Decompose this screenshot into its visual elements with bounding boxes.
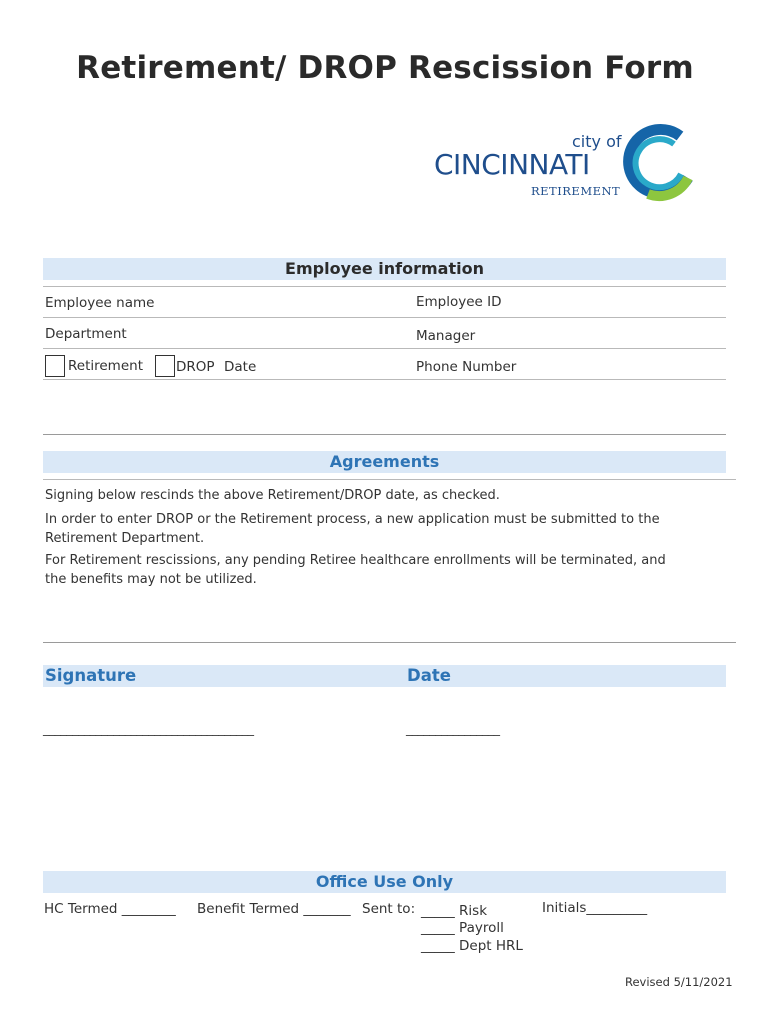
retirement-label: Retirement (68, 358, 143, 374)
employee-info-header (43, 258, 726, 280)
divider (43, 317, 726, 318)
employee-info-title: Employee information (285, 259, 484, 278)
agreement-paragraph-1 (45, 486, 735, 505)
divider (43, 642, 736, 643)
signature-label: Signature (45, 666, 137, 685)
phone-number-label: Phone Number (416, 359, 517, 375)
agreement-text: In order to enter DROP or the Retirement process, a new application must be submitted to the (45, 512, 660, 527)
signature-header (43, 665, 726, 687)
sent-to-dept-hrl: _____ Dept HRL (421, 938, 523, 954)
sent-to-payroll: _____ Payroll (421, 920, 504, 936)
agreements-title: Agreements (329, 452, 440, 471)
divider (43, 379, 726, 380)
sent-to-risk: _____ Risk (421, 903, 488, 919)
office-use-title: Office Use Only (315, 872, 454, 891)
signature-line[interactable]: ____________________________________ (43, 721, 254, 736)
date-label: Date (224, 359, 257, 375)
agreement-text: Signing below rescinds the above Retirement/DROP date, as checked. (45, 488, 500, 503)
divider (43, 286, 726, 287)
hc-termed-field: HC Termed ________ (44, 901, 176, 917)
logo-city-of: city of (572, 132, 622, 151)
agreement-text: Retirement Department. (45, 531, 205, 546)
divider (43, 434, 726, 435)
office-use-header (43, 871, 726, 893)
employee-id-label: Employee ID (416, 294, 502, 310)
initials-field: Initials_________ (542, 900, 648, 916)
logo-name: CINCINNATI (434, 148, 590, 181)
logo-c-mark-icon (618, 122, 698, 202)
benefit-termed-field: Benefit Termed _______ (197, 901, 351, 917)
logo-sub: RETIREMENT (531, 184, 621, 198)
date-line[interactable]: ________________ (406, 721, 500, 736)
manager-label: Manager (416, 328, 476, 344)
page-title: Retirement/ DROP Rescission Form (76, 50, 694, 86)
agreement-paragraph-3 (45, 551, 735, 589)
agreement-text: For Retirement rescissions, any pending Retiree healthcare enrollments will be terminated, and (45, 553, 666, 568)
retirement-checkbox[interactable] (45, 355, 65, 377)
employee-name-label: Employee name (45, 295, 155, 311)
agreement-text: the benefits may not be utilized. (45, 572, 257, 587)
sent-to-label: Sent to: (362, 901, 416, 917)
revised-date: Revised 5/11/2021 (625, 975, 733, 989)
agreement-paragraph-2 (45, 510, 735, 548)
date-header-label: Date (407, 666, 451, 685)
cincinnati-retirement-logo (432, 122, 702, 202)
divider (43, 348, 726, 349)
divider (43, 479, 736, 480)
drop-checkbox[interactable] (155, 355, 175, 377)
agreements-header (43, 451, 726, 473)
drop-label: DROP (176, 359, 215, 375)
department-label: Department (45, 326, 127, 342)
